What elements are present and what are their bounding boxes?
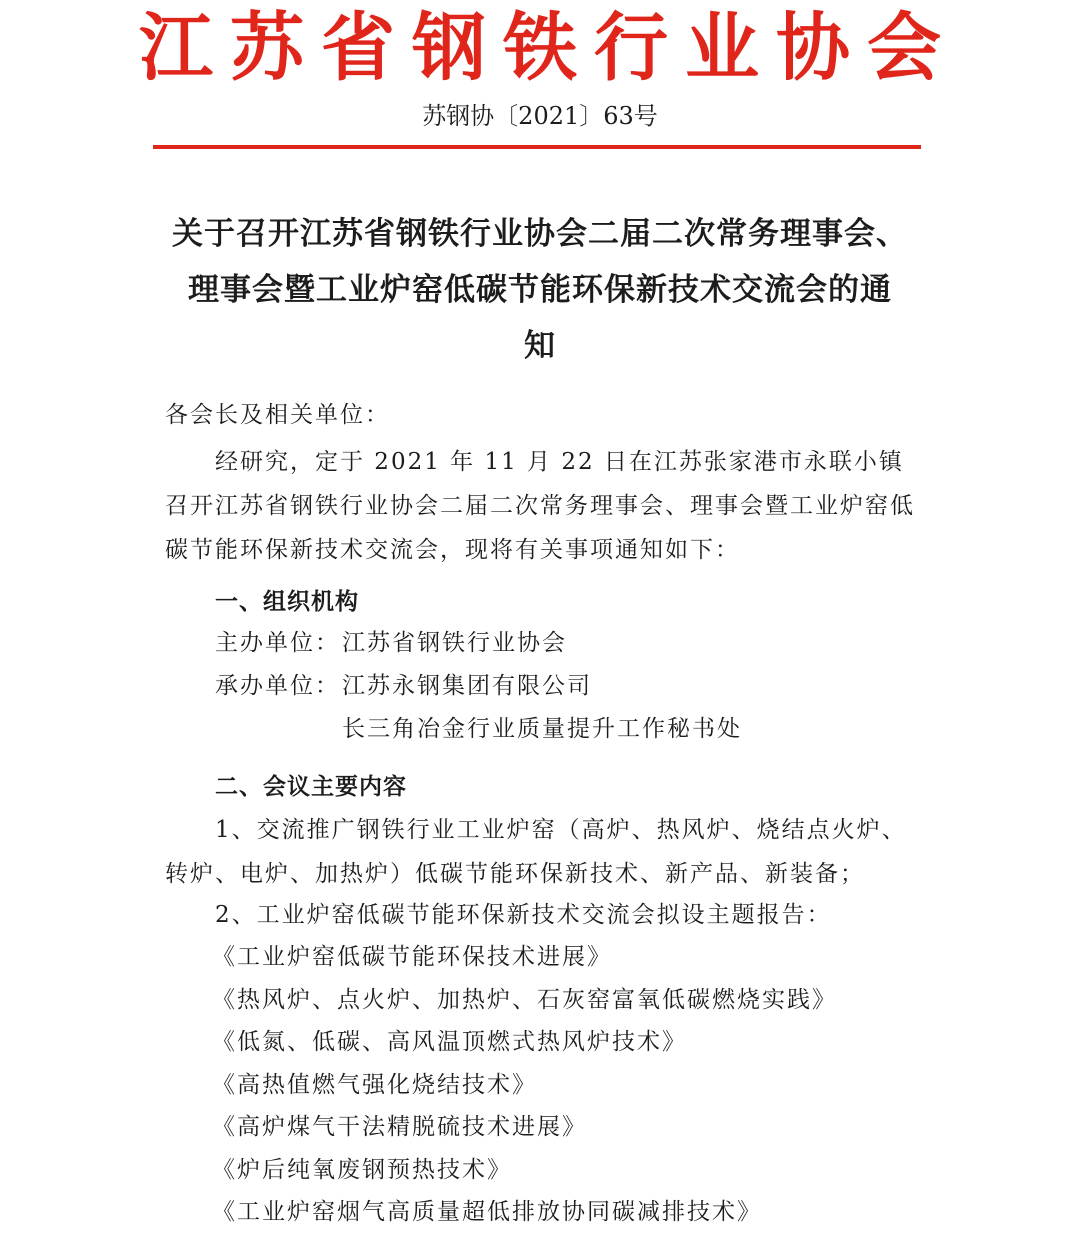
addressee: 各会长及相关单位：	[165, 402, 390, 428]
title-line-2: 理事会暨工业炉窑低碳节能环保新技术交流会的通	[188, 272, 892, 308]
host-unit-value: 江苏省钢铁行业协会	[342, 630, 567, 656]
organizer-unit-row	[215, 669, 592, 703]
host-unit-row	[215, 626, 567, 660]
report-topic: 《高炉煤气干法精脱硫技术进展》	[212, 1114, 587, 1140]
title-line-3: 知	[524, 328, 556, 364]
organizer-unit-value-2: 长三角冶金行业质量提升工作秘书处	[342, 716, 742, 742]
report-topic: 《高热值燃气强化烧结技术》	[212, 1071, 537, 1098]
report-topic: 《低氮、低碳、高风温顶燃式热风炉技术》	[212, 1029, 687, 1055]
organizer-unit-value-1: 江苏永钢集团有限公司	[342, 673, 592, 699]
section-heading-content: 二、会议主要内容	[215, 774, 407, 800]
report-topics-list	[212, 936, 837, 1234]
organizer-unit-label: 承办单位：	[215, 673, 340, 699]
intro-paragraph: 经研究，定于 2021 年 11 月 22 日在江苏张家港市永联小镇召开江苏省钢铁行业协会二届二次常务理事会、理事会暨工业炉窑低碳节能环保新技术交流会，现将有关事项通知如下：	[165, 449, 915, 563]
red-divider	[153, 145, 921, 149]
report-topic: 《炉后纯氧废钢预热技术》	[212, 1156, 512, 1183]
notice-title	[150, 206, 930, 374]
document-number: 苏钢协〔2021〕63号	[422, 102, 658, 130]
title-line-1: 关于召开江苏省钢铁行业协会二届二次常务理事会、	[172, 216, 908, 252]
report-topic: 《工业炉窑低碳节能环保技术进展》	[212, 944, 612, 970]
section-heading-organization: 一、组织机构	[215, 589, 359, 615]
report-topic: 《工业炉窑烟气高质量超低排放协同碳减排技术》	[212, 1199, 762, 1225]
host-unit-label: 主办单位：	[215, 630, 340, 656]
report-topic: 《热风炉、点火炉、加热炉、石灰窑富氧低碳燃烧实践》	[212, 986, 837, 1013]
content-item-2: 2、工业炉窑低碳节能环保新技术交流会拟设主题报告：	[215, 902, 832, 928]
content-item-1: 1、交流推广钢铁行业工业炉窑（高炉、热风炉、烧结点火炉、转炉、电炉、加热炉）低碳节能环保新技术、新产品、新装备；	[165, 817, 907, 887]
letterhead-org-name: 江苏省钢铁行业协会	[139, 5, 958, 91]
